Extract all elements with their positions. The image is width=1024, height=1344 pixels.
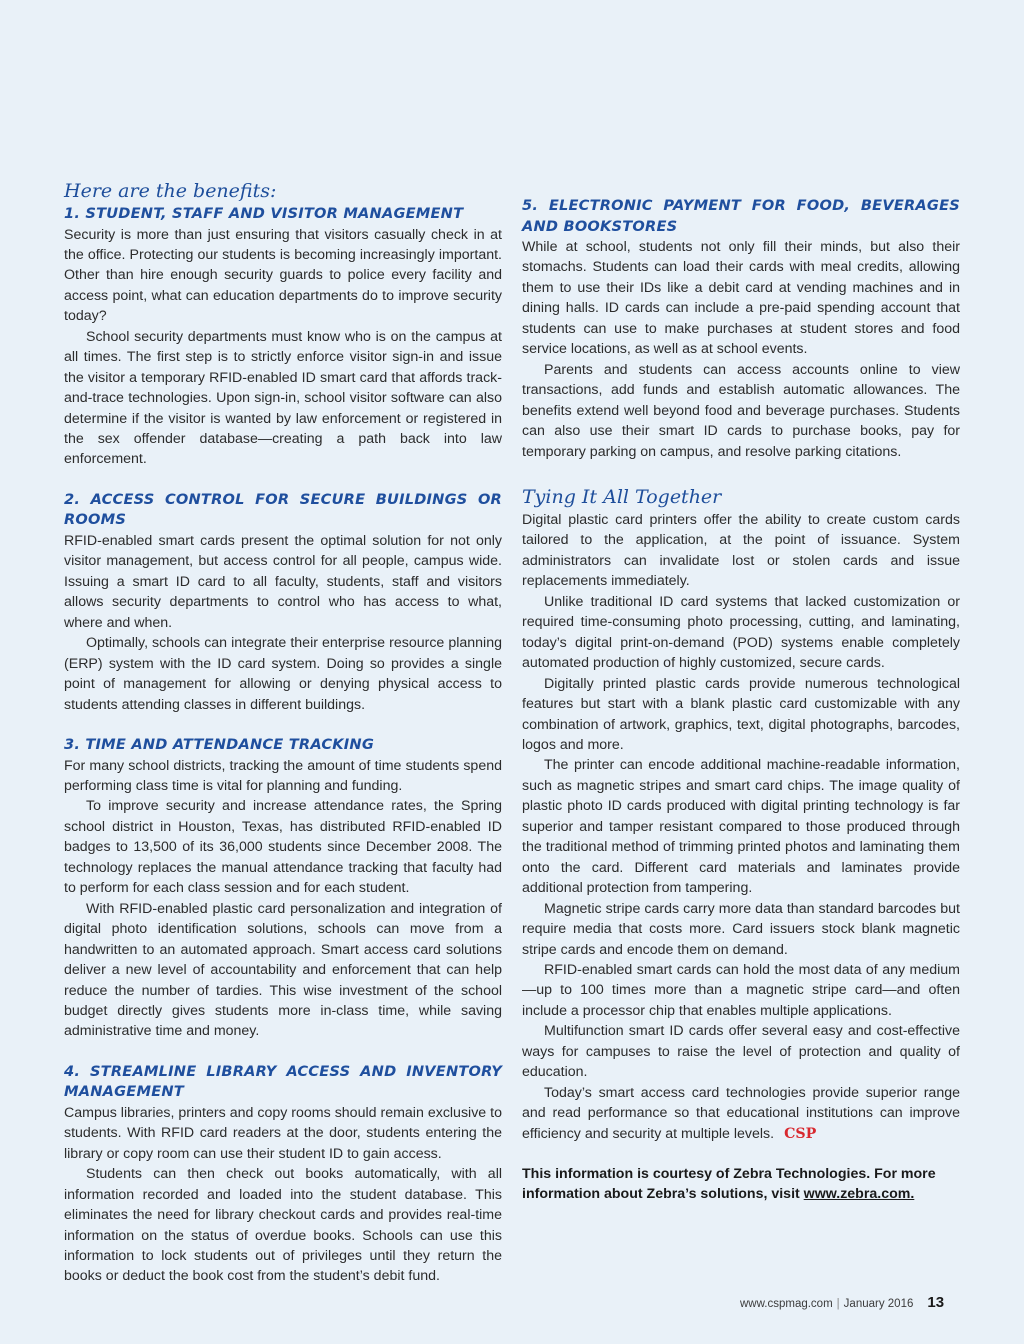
paragraph: Unlike traditional ID card systems that lacked customization or required time-consuming photo processing, cutting, and laminating, today’s digital print-on-demand (POD) systems enable completely automated production of highly customized, secure cards. [522, 593, 960, 672]
right-column [522, 196, 960, 1205]
page-footer [740, 1294, 944, 1311]
zebra-link[interactable]: www.zebra.com. [803, 1186, 915, 1203]
paragraph: Security is more than just ensuring that visitors casually check in at the office. Protecting our students is becoming increasingly important. Other than hire enough security guards to police every facility and access point, what can education departments do to improve security today? [64, 226, 502, 325]
paragraph: To improve security and increase attendance rates, the Spring school district in Houston, Texas, has distributed RFID-enabled ID badges to 13,500 of its 36,000 students since December 2008. The technology replaces the manual attendance tracking that faculty had to perform for each class session and for each student. [64, 798, 502, 897]
benefits-intro: Here are the benefits: [64, 180, 277, 202]
courtesy-text: This information is courtesy of Zebra Technologies. For more information about Zebra’s solutions, visit [522, 1166, 936, 1203]
closing-text: Today’s smart access card technologies provide superior range and read performance so that educational institutions can improve efficiency and security at multiple levels. [522, 1084, 960, 1142]
paragraph: Magnetic stripe cards carry more data than standard barcodes but require media that costs more. Card issuers stock blank magnetic stripe cards and encode them on demand. [522, 900, 960, 958]
courtesy-note [522, 1164, 960, 1205]
left-column [64, 178, 502, 1287]
section-heading-visitor-management: 1. STUDENT, STAFF AND VISITOR MANAGEMENT [64, 205, 464, 222]
section-heading-library-access: 4. STREAMLINE LIBRARY ACCESS AND INVENTORY MANAGEMENT [64, 1062, 502, 1101]
paragraph: RFID-enabled smart cards present the optimal solution for not only visitor management, but access control for all people, campus wide. Issuing a smart ID card to all faculty, students, staff and visitors allows security departments to control who has access to what, where and when. [64, 532, 502, 631]
paragraph: School security departments must know who is on the campus at all times. The first step is to strictly enforce visitor sign-in and issue the visitor a temporary RFID-enabled ID smart card that affords track-and-trace technologies. Upon sign-in, school visitor software can also determine if the visitor is wanted by law enforcement or registered in the sex offender database—creating a path back into law enforcement. [64, 328, 502, 468]
footer-date: January 2016 [843, 1298, 914, 1310]
footer-separator: | [836, 1298, 840, 1310]
paragraph: Digital plastic card printers offer the ability to create custom cards tailored to the application, at the point of issuance. System administrators can invalidate lost or stolen cards and issue replacements immediately. [522, 511, 960, 590]
section-heading-electronic-payment: 5. ELECTRONIC PAYMENT FOR FOOD, BEVERAGES AND BOOKSTORES [522, 197, 960, 235]
paragraph: For many school districts, tracking the amount of time students spend performing class time is vital for planning and funding. [64, 757, 502, 794]
paragraph: With RFID-enabled plastic card personalization and integration of digital photo identification solutions, schools can move from a handwritten to an automated approach. Smart access card solutions deliver a new level of accountability and enforcement that can help reduce the number of tardies. This wise investment of the school budget directly gives students more in-class time, while saving administrative time and money. [64, 900, 502, 1040]
paragraph: RFID-enabled smart cards can hold the most data of any medium—up to 100 times more than a magnetic stripe card—and often include a processor chip that enables multiple applications. [522, 961, 960, 1019]
paragraph: Digitally printed plastic cards provide numerous technological features but start with a blank plastic card customizable with any combination of artwork, graphics, text, digital photographs, barcodes, logos and more. [522, 675, 960, 753]
paragraph: Students can then check out books automatically, with all information recorded and loaded into the student database. This eliminates the need for library checkout cards and provides real-time information on the status of overdue books. Schools can use this information to lock students out of privileges until they return the books or deduct the book cost from the student’s debit fund. [64, 1166, 502, 1285]
section-heading-access-control: 2. ACCESS CONTROL FOR SECURE BUILDINGS OR ROOMS [64, 490, 502, 529]
page-number: 13 [927, 1294, 945, 1311]
footer-site: www.cspmag.com [740, 1298, 833, 1310]
paragraph: Multifunction smart ID cards offer several easy and cost-effective ways for campuses to raise the level of protection and quality of education. [522, 1023, 960, 1081]
paragraph: Parents and students can access accounts online to view transactions, add funds and establish automatic allowances. The benefits extend well beyond food and beverage purchases. Students can also use their smart ID cards to purchase books, pay for temporary parking on campus, and resolve parking citations. [522, 361, 960, 460]
paragraph: While at school, students not only fill their minds, but also their stomachs. Students can load their cards with meal credits, allowing them to use their IDs like a debit card at vending machines and in dining halls. ID cards can include a pre-paid spending account that students can use to make purchases at student stores and food service locations, as well as at school events. [522, 239, 960, 358]
paragraph: Campus libraries, printers and copy rooms should remain exclusive to students. With RFID card readers at the door, students entering the library or copy room can use their student ID to gain access. [64, 1104, 502, 1162]
paragraph-last [522, 1083, 960, 1144]
tying-heading: Tying It All Together [522, 485, 722, 508]
paragraph: The printer can encode additional machine-readable information, such as magnetic stripes and smart card chips. The image quality of plastic photo ID cards produced with digital printing technology is far superior and tamper resistant compared to those produced through the traditional method of trimming printed photos and laminating them onto the card. Different card materials and laminates provide additional protection from tampering. [522, 757, 960, 897]
section-heading-attendance-tracking: 3. TIME AND ATTENDANCE TRACKING [64, 736, 375, 754]
paragraph: Optimally, schools can integrate their enterprise resource planning (ERP) system with the ID card system. Doing so provides a single point of management for allowing or denying physical access to students attending classes in different buildings. [64, 635, 502, 713]
csp-end-mark: CSP [784, 1125, 817, 1142]
